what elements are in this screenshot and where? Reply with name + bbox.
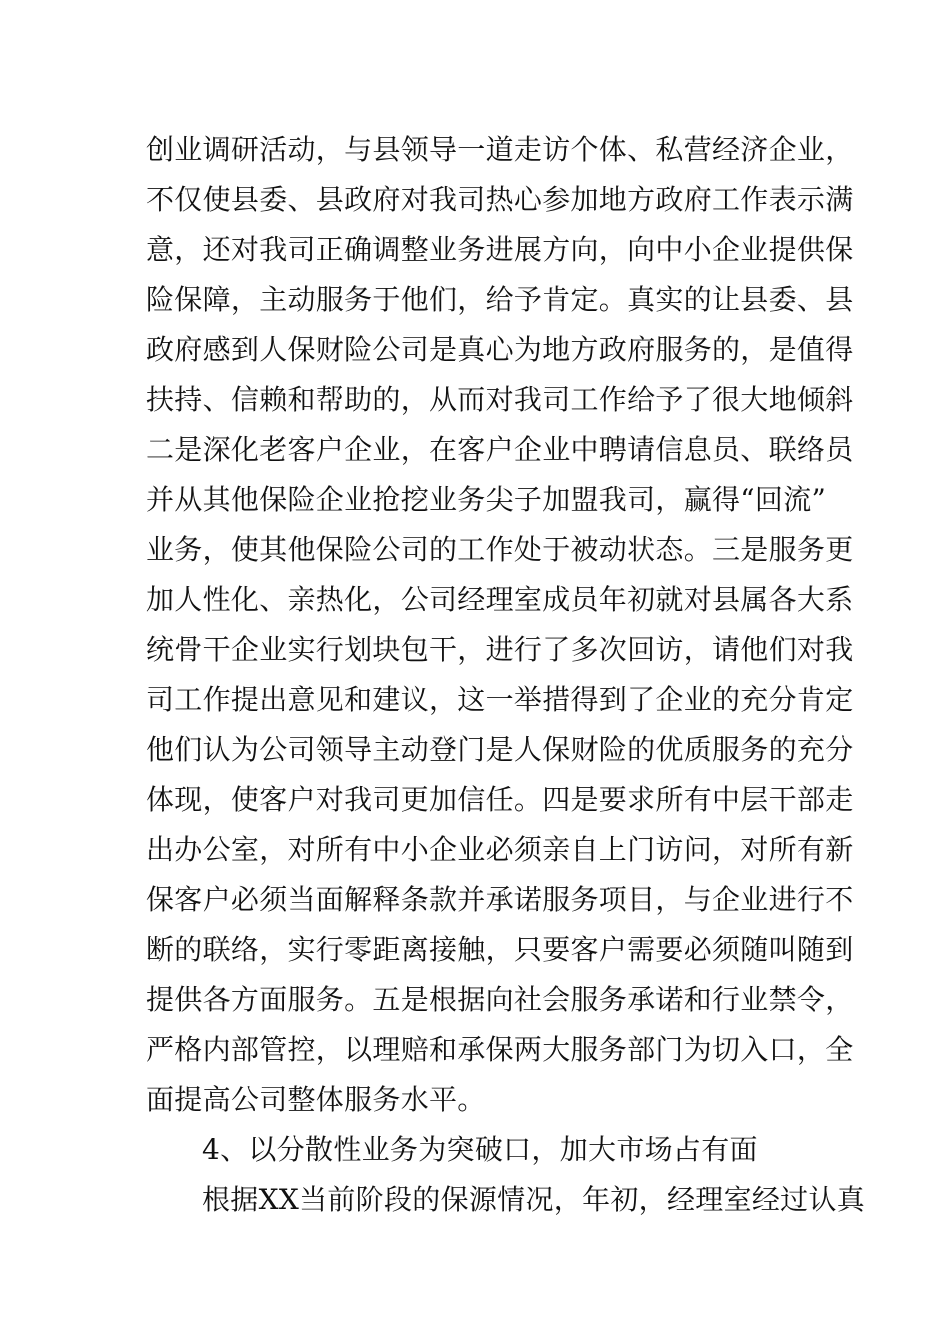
text-line: 业务，使其他保险公司的工作处于被动状态。三是服务更 bbox=[146, 533, 854, 566]
section-heading: 4、以分散性业务为突破口，加大市场占有面 bbox=[202, 1133, 758, 1166]
text-line: 不仅使县委、县政府对我司热心参加地方政府工作表示满 bbox=[146, 183, 854, 216]
text-line: 政府感到人保财险公司是真心为地方政府服务的，是值得 bbox=[146, 333, 854, 366]
text-line: 体现，使客户对我司更加信任。四是要求所有中层干部走 bbox=[146, 783, 854, 816]
text-line: 出办公室，对所有中小企业必须亲自上门访问，对所有新 bbox=[146, 833, 854, 866]
text-line: 他们认为公司领导主动登门是人保财险的优质服务的充分 bbox=[146, 733, 854, 766]
text-line: 面提高公司整体服务水平。 bbox=[146, 1083, 486, 1116]
text-line: 创业调研活动，与县领导一道走访个体、私营经济企业， bbox=[146, 133, 854, 166]
text-line: 断的联络，实行零距离接触，只要客户需要必须随叫随到 bbox=[146, 933, 854, 966]
text-line: 严格内部管控，以理赔和承保两大服务部门为切入口，全 bbox=[146, 1033, 854, 1066]
text-line: 保客户必须当面解释条款并承诺服务项目，与企业进行不 bbox=[146, 883, 854, 916]
text-line: 加人性化、亲热化，公司经理室成员年初就对县属各大系 bbox=[146, 583, 854, 616]
text-line: 险保障，主动服务于他们，给予肯定。真实的让县委、县 bbox=[146, 283, 854, 316]
text-line: 扶持、信赖和帮助的，从而对我司工作给予了很大地倾斜 bbox=[146, 383, 854, 416]
text-line: 意，还对我司正确调整业务进展方向，向中小企业提供保 bbox=[146, 233, 854, 266]
text-line: 司工作提出意见和建议，这一举措得到了企业的充分肯定 bbox=[146, 683, 854, 716]
text-line: 统骨干企业实行划块包干，进行了多次回访，请他们对我 bbox=[146, 633, 854, 666]
text-line: 并从其他保险企业抢挖业务尖子加盟我司，赢得“回流” bbox=[146, 483, 827, 516]
text-line: 提供各方面服务。五是根据向社会服务承诺和行业禁令， bbox=[146, 983, 854, 1016]
text-line: 二是深化老客户企业，在客户企业中聘请信息员、联络员 bbox=[146, 433, 854, 466]
paragraph-start: 根据XX当前阶段的保源情况，年初，经理室经过认真 bbox=[202, 1183, 866, 1216]
